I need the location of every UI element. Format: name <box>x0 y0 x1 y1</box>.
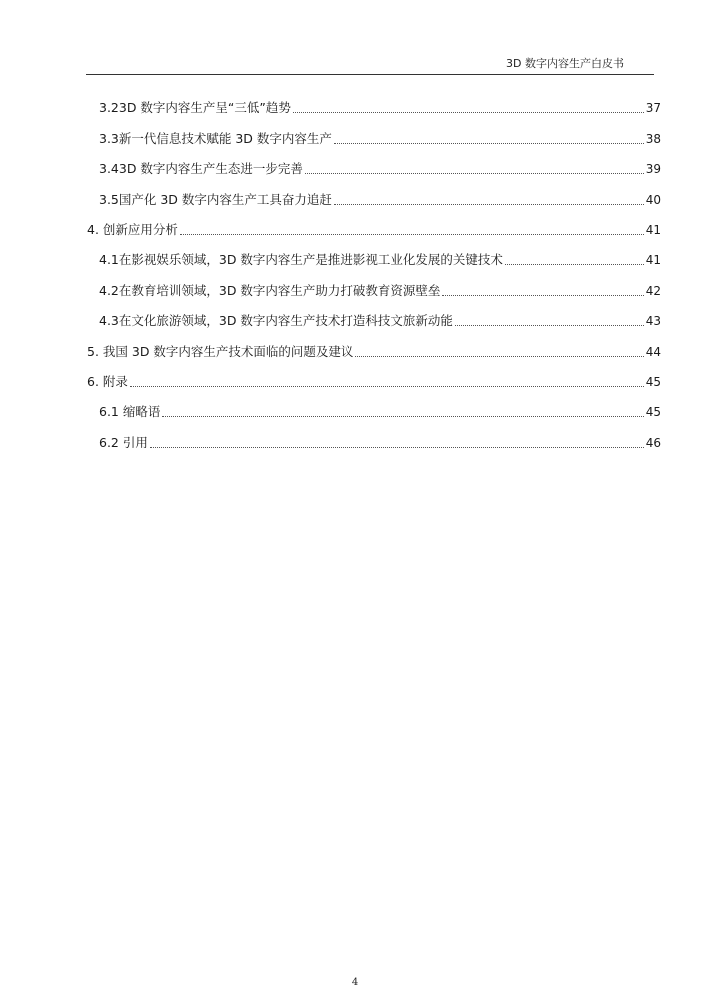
toc-dot-leader <box>162 416 643 417</box>
toc-entry-title: 3.3新一代信息技术赋能 3D 数字内容生产 <box>99 130 332 146</box>
toc-entry[interactable] <box>87 331 661 361</box>
toc-entry-page: 45 <box>645 405 661 420</box>
table-of-contents <box>0 88 710 453</box>
toc-entry-page: 44 <box>645 344 661 359</box>
toc-entry-title: 4. 创新应用分析 <box>87 221 178 237</box>
toc-entry-title: 3.43D 数字内容生产生态进一步完善 <box>99 161 303 177</box>
toc-dot-leader <box>150 447 644 448</box>
toc-dot-leader <box>455 325 644 326</box>
toc-entry-page: 43 <box>645 314 661 329</box>
toc-entry-page: 46 <box>645 435 661 450</box>
running-header: 3D 数字内容生产白皮书 <box>506 57 624 70</box>
toc-entry-page: 37 <box>645 101 661 116</box>
toc-entry[interactable] <box>99 270 661 300</box>
toc-entry[interactable] <box>87 362 661 392</box>
toc-entry[interactable] <box>99 149 661 179</box>
toc-entry[interactable] <box>99 422 661 452</box>
toc-dot-leader <box>334 204 644 205</box>
toc-dot-leader <box>293 112 644 113</box>
header-rule <box>86 74 654 75</box>
page-number: 4 <box>351 977 359 988</box>
toc-entry-title: 6.2 引用 <box>99 434 148 450</box>
toc-entry[interactable] <box>99 88 661 118</box>
toc-entry-page: 41 <box>645 222 661 237</box>
toc-entry-page: 39 <box>645 162 661 177</box>
toc-entry-title: 6. 附录 <box>87 373 128 389</box>
toc-entry-title: 5. 我国 3D 数字内容生产技术面临的问题及建议 <box>87 343 354 359</box>
toc-entry-title: 4.2在教育培训领域，3D 数字内容生产助力打破教育资源壁垒 <box>99 282 441 298</box>
toc-entry[interactable] <box>99 301 661 331</box>
toc-dot-leader <box>130 386 644 387</box>
toc-dot-leader <box>180 234 644 235</box>
toc-entry-page: 42 <box>645 283 661 298</box>
toc-entry-page: 38 <box>645 131 661 146</box>
toc-entry-title: 4.3在文化旅游领域，3D 数字内容生产技术打造科技文旅新动能 <box>99 313 453 329</box>
toc-entry[interactable] <box>99 240 661 270</box>
toc-entry-page: 40 <box>645 192 661 207</box>
toc-entry[interactable] <box>99 118 661 148</box>
toc-dot-leader <box>355 356 643 357</box>
toc-dot-leader <box>505 264 644 265</box>
toc-entry-title: 3.5国产化 3D 数字内容生产工具奋力追赶 <box>99 191 332 207</box>
toc-dot-leader <box>442 295 643 296</box>
toc-entry[interactable] <box>87 210 661 240</box>
toc-entry-page: 41 <box>645 253 661 268</box>
toc-entry-title: 3.23D 数字内容生产呈“三低”趋势 <box>99 100 291 116</box>
toc-entry[interactable] <box>99 179 661 209</box>
toc-entry-title: 6.1 缩略语 <box>99 404 161 420</box>
toc-entry[interactable] <box>99 392 661 422</box>
toc-dot-leader <box>334 143 644 144</box>
toc-dot-leader <box>305 173 644 174</box>
toc-entry-title: 4.1在影视娱乐领域，3D 数字内容生产是推进影视工业化发展的关键技术 <box>99 252 503 268</box>
toc-entry-page: 45 <box>645 374 661 389</box>
